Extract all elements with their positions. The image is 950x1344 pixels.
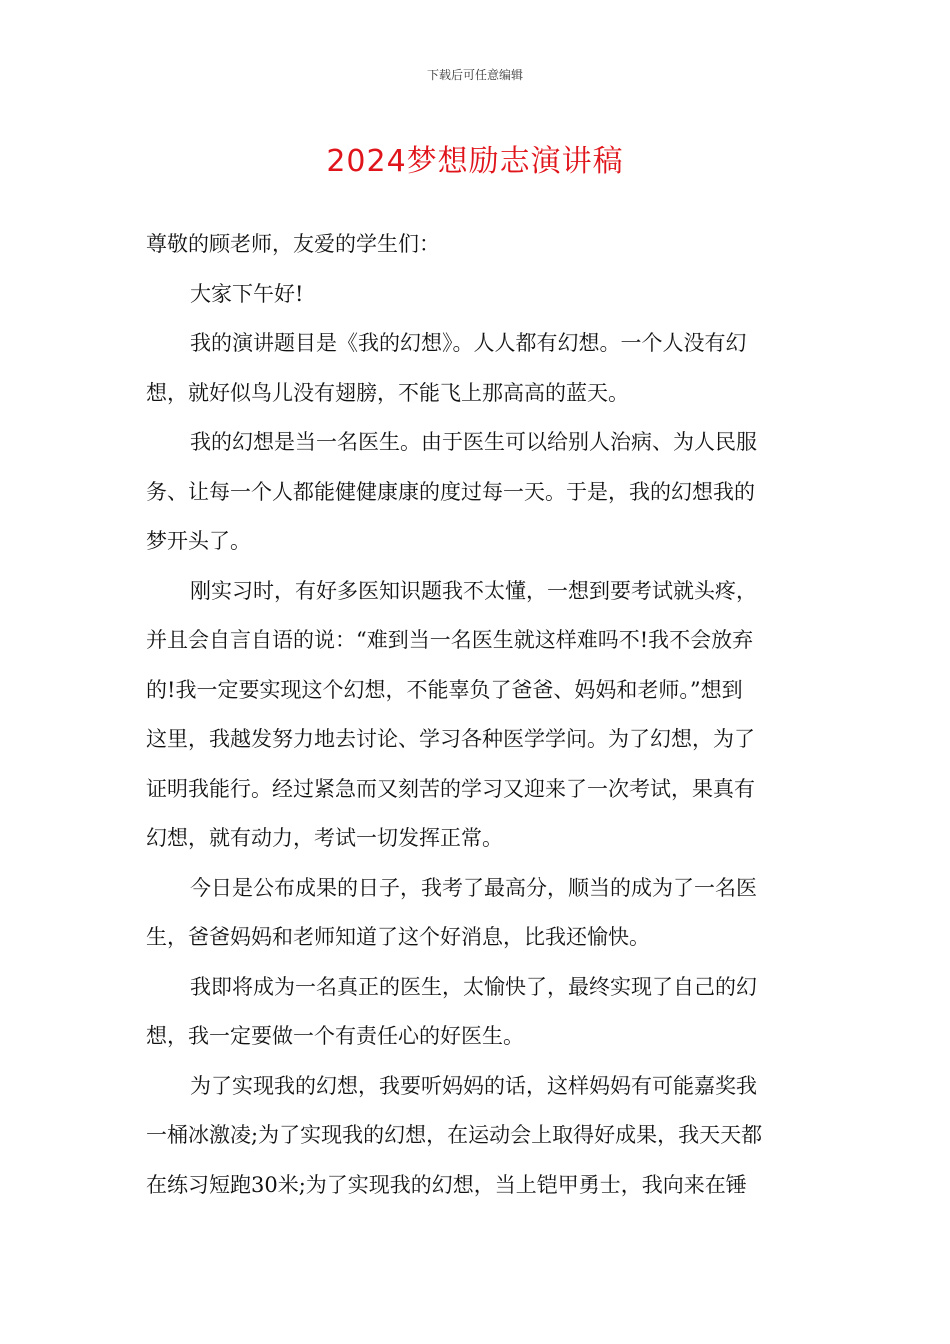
body-line: 这里，我越发努力地去讨论、学习各种医学学问。为了幻想，为了 (146, 727, 755, 751)
body-line: 想，我一定要做一个有责任心的好医生。 (146, 1024, 524, 1048)
body-line: 并且会自言自语的说：“难到当一名医生就这样难吗不!我不会放弃 (146, 628, 754, 652)
body-line: 一桶冰激凌;为了实现我的幻想，在运动会上取得好成果，我天天都 (146, 1123, 763, 1147)
body-line: 务、让每一个人都能健健康康的度过每一天。于是，我的幻想我的 (146, 479, 755, 504)
body-line: 今日是公布成果的日子，我考了最高分，顺当的成为了一名医 (190, 875, 757, 900)
body-line: 生，爸爸妈妈和老师知道了这个好消息，比我还愉快。 (146, 925, 650, 949)
body-line: 刚实习时，有好多医知识题我不太懂，一想到要考试就头疼， (190, 578, 757, 603)
body-line: 想，就好似鸟儿没有翅膀，不能飞上那高高的蓝天。 (146, 380, 629, 405)
body-line: 幻想，就有动力，考试一切发挥正常。 (146, 826, 503, 850)
body-line: 我的幻想是当一名医生。由于医生可以给别人治病、为人民服 (190, 430, 757, 454)
body-line: 尊敬的顾老师，友爱的学生们： (146, 232, 440, 256)
document-body (146, 226, 806, 1216)
body-line: 证明我能行。经过紧急而又刻苦的学习又迎来了一次考试，果真有 (146, 776, 755, 801)
body-line: 的!我一定要实现这个幻想，不能辜负了爸爸、妈妈和老师。”想到 (146, 677, 743, 702)
header-note: 下载后可任意编辑 (426, 68, 523, 82)
body-line: 大家下午好! (190, 281, 304, 306)
body-line: 我的演讲题目是《我的幻想》。人人都有幻想。一个人没有幻 (190, 331, 747, 355)
body-line: 在练习短跑30米;为了实现我的幻想，当上铠甲勇士，我向来在锤 (146, 1172, 747, 1197)
body-line: 梦开头了。 (146, 529, 251, 553)
body-line: 为了实现我的幻想，我要听妈妈的话，这样妈妈有可能嘉奖我 (190, 1073, 757, 1098)
document-title: 2024梦想励志演讲稿 (326, 144, 624, 179)
body-line: 我即将成为一名真正的医生，太愉快了，最终实现了自己的幻 (190, 974, 757, 999)
